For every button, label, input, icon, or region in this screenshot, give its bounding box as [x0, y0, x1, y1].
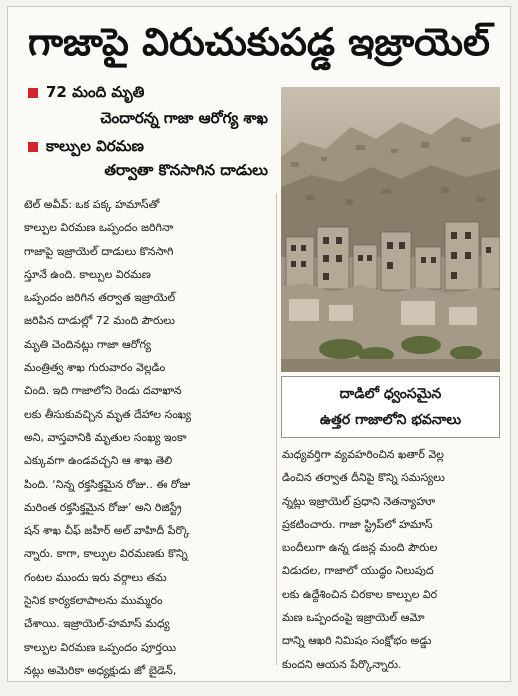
article-line: లకు తీసుకువచ్చిన మృత దేహాల సంఖ్య [24, 407, 192, 421]
photo-caption-line-1: దాడిలో ధ్వంసమైన [339, 386, 442, 402]
subhead-1-line-1-text: 72 మంది మృతి [46, 83, 145, 101]
article-line: అని, వాస్తవానికి మృతుల సంఖ్య ఇంకా [24, 430, 187, 444]
article-line: డించిన తర్వాత దీనిపై కొన్ని సమస్యలు [282, 471, 445, 485]
article-line: కుందని ఆయన పేర్కొన్నారు. [282, 657, 402, 671]
article-line: టెల్ అవీవ్: ఒక పక్క హమాస్‌తో [24, 198, 160, 211]
ruined-buildings-photo [281, 87, 500, 372]
photo-illustration [281, 87, 500, 372]
article-line: నట్లు అమెరికా అధ్యక్షుడు జో బైడెన్, [24, 663, 177, 677]
headline: గాజాపై విరుచుకుపడ్డ ఇజ్రాయెల్ [28, 20, 490, 64]
red-square-bullet-icon [28, 142, 38, 152]
article-line: బందీలుగా ఉన్న డజన్ల మంది పౌరుల [282, 541, 438, 555]
subhead-1-line-2: చెందారన్న గాజా ఆరోగ్య శాఖ [100, 109, 268, 127]
article-line: గాజాపై ఇజ్రాయెల్ దాడులు కొనసాగి [24, 244, 174, 258]
article-line: ప్రకటించారు. గాజా స్ట్రిప్‌లో హమాస్ [282, 517, 433, 531]
article-line: మృతి చెందినట్లు గాజా ఆరోగ్య [24, 337, 152, 351]
article-line: గంటల ముందు ఇరు వర్గాలు తమ [24, 570, 167, 584]
article-line: చేశాయి. ఇజ్రాయెల్-హమాస్ మధ్య [24, 617, 170, 631]
photo-caption-line-2: ఉత్తర గాజాలోని భవనాలు [319, 412, 462, 428]
subhead-2-line-2: తర్వాతా కొనసాగిన దాడులు [104, 161, 268, 179]
article-line: మధ్యవర్తిగా వ్యవహరించిన ఖతార్ వెల్ల [282, 448, 444, 461]
article-line: పింది. ‘నిన్న రక్తసిక్తమైన రోజు.. ఈ రోజు [24, 477, 191, 491]
subhead-1-line-1 [28, 81, 268, 103]
article-line: జరిపిన దాడుల్లో 72 మంది పౌరులు [24, 314, 175, 328]
article-line: న్నట్లు ఇజ్రాయెల్ ప్రధాని నెతన్యాహూ [282, 494, 436, 508]
article-line: కాల్పుల విరమణ ఒప్పందం జరిగినా [24, 221, 174, 235]
red-square-bullet-icon [28, 88, 38, 98]
article-line: మణ ఒప్పందంపై ఇజ్రాయెల్ ఆమో [282, 611, 425, 625]
article-line: కాల్పుల విరమణ ఒప్పందం పూర్తయి [24, 640, 177, 654]
article-line: సైనిక కార్యకలాపాలను ముమ్మరం [24, 594, 163, 608]
newspaper-clipping [7, 6, 511, 682]
column-divider [276, 193, 277, 665]
article-line: మరింత రక్తసిక్తమైన రోజు’ అని రిజిస్ట్రే [24, 500, 182, 514]
article-right-column [282, 443, 499, 676]
article-line: చింది. ఇది గాజాలోని రెండు దవాఖాన [24, 384, 182, 398]
article-line: షన్ శాఖ చీఫ్ జహీర్ అల్ వాహిదీ పేర్కొ [24, 524, 190, 538]
article-left-column [24, 193, 271, 682]
article-line: న్నారు. కాగా, కాల్పుల విరమణకు కొన్ని [24, 547, 188, 561]
article-line: స్తూనే ఉంది. కాల్పుల విరమణ [24, 267, 151, 281]
photo-caption [281, 376, 500, 438]
subhead-2-line-1 [28, 135, 268, 157]
article-line: లకు ఉద్దేశించిన చిరకాల కాల్పుల విర [282, 587, 438, 601]
article-line: దాన్ని ఆఖరి నిమిషం సంక్షోభం అడ్డు [282, 634, 432, 648]
article-line: విడుదల, గాజాలో యుద్ధం నిలుపుద [282, 564, 434, 578]
article-line: ఎక్కువగా ఉండవచ్చని ఆ శాఖ తెలి [24, 454, 173, 468]
subhead-2-line-1-text: కాల్పుల విరమణ [46, 137, 144, 155]
article-line: మంత్రిత్వ శాఖ గురువారం వెల్లడిం [24, 361, 166, 375]
article-line: ఒప్పందం జరిగిన తర్వాత ఇజ్రాయెల్ [24, 291, 176, 305]
